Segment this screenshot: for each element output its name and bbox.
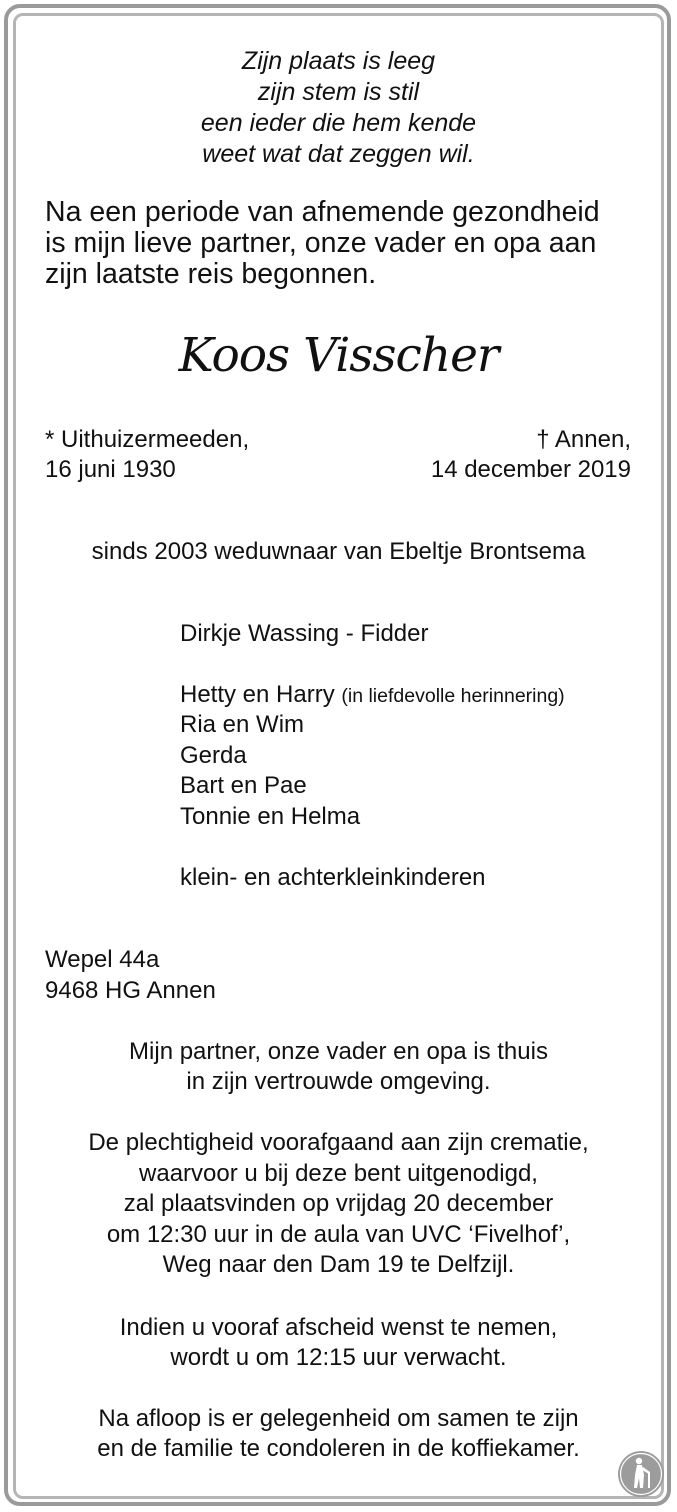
child-line-5: Tonnie en Helma: [180, 803, 361, 830]
child-line-1: [180, 680, 565, 712]
birth-date: 16 juni 1930: [45, 456, 176, 483]
address-postal-city: 9468 HG Annen: [45, 977, 216, 1004]
poem-line-2: zijn stem is stil: [257, 78, 420, 106]
death-place: † Annen,: [536, 426, 631, 453]
deceased-name: Koos Visscher: [178, 328, 499, 383]
farewell-line-1: Indien u vooraf afscheid wenst te nemen,: [119, 1314, 558, 1341]
child-line-2: Ria en Wim: [180, 711, 305, 738]
memorial-figure-icon: [617, 1450, 665, 1498]
intro-line-2: is mijn lieve partner, onze vader en opa aan: [45, 227, 597, 259]
farewell-line-2: wordt u om 12:15 uur verwacht.: [170, 1344, 507, 1371]
home-line-1: Mijn partner, onze vader en opa is thuis: [129, 1038, 548, 1065]
intro-line-1: Na een periode van afnemende gezondheid: [45, 196, 600, 228]
ceremony-line-1: De plechtigheid voorafgaand aan zijn crematie,: [88, 1129, 589, 1156]
condolence-line-1: Na afloop is er gelegenheid om samen te zijn: [98, 1405, 579, 1432]
death-date: 14 december 2019: [430, 456, 631, 483]
ceremony-line-5: Weg naar den Dam 19 te Delfzijl.: [162, 1251, 515, 1278]
partner-name: Dirkje Wassing - Fidder: [180, 620, 429, 647]
child-line-3: Gerda: [180, 742, 247, 769]
grandchildren-line: klein- en achterkleinkinderen: [180, 864, 486, 891]
poem-line-1: Zijn plaats is leeg: [241, 47, 436, 75]
child-line-4: Bart en Pae: [180, 772, 307, 799]
poem-line-3: een ieder die hem kende: [200, 109, 477, 137]
home-line-2: in zijn vertrouwde omgeving.: [186, 1068, 491, 1095]
birth-place: * Uithuizermeeden,: [45, 426, 250, 453]
address-street: Wepel 44a: [45, 946, 160, 973]
condolence-line-2: en de familie te condoleren in de koffiekamer.: [97, 1435, 580, 1462]
ceremony-line-4: om 12:30 uur in de aula van UVC ‘Fivelhof’,: [106, 1221, 571, 1248]
intro-line-3: zijn laatste reis begonnen.: [45, 258, 377, 290]
poem-line-4: weet wat dat zeggen wil.: [202, 140, 475, 168]
widower-line: sinds 2003 weduwnaar van Ebeltje Brontsema: [91, 538, 586, 565]
ceremony-line-2: waarvoor u bij deze bent uitgenodigd,: [139, 1160, 538, 1187]
child-name: Hetty en Harry: [180, 681, 335, 708]
ceremony-line-3: zal plaatsvinden op vrijdag 20 december: [123, 1190, 554, 1217]
memorial-note: (in liefdevolle herinnering): [341, 685, 565, 707]
